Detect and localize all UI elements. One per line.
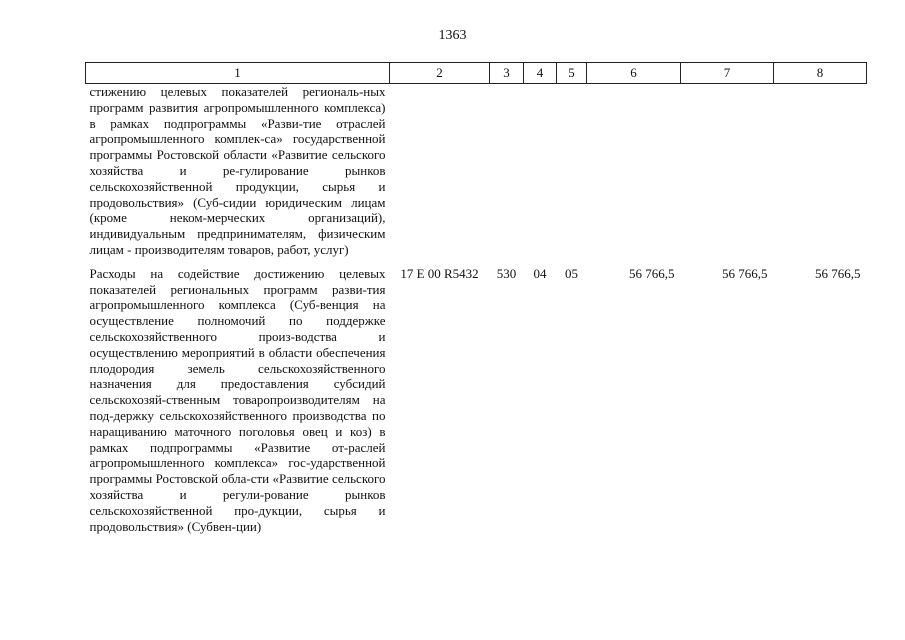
row-col4 xyxy=(524,84,557,264)
row-col3 xyxy=(490,84,524,264)
row-col6: 56 766,5 xyxy=(629,265,675,281)
header-col-3: 3 xyxy=(490,63,524,84)
header-col-2: 2 xyxy=(390,63,490,84)
header-col-6: 6 xyxy=(587,63,681,84)
header-row xyxy=(86,63,867,84)
row-col8: 56 766,5 xyxy=(815,265,861,281)
row-code xyxy=(390,84,490,264)
table-row xyxy=(86,264,867,535)
header-col-5: 5 xyxy=(557,63,587,84)
page-number: 1363 xyxy=(438,28,467,43)
row-col7: 56 766,5 xyxy=(722,265,768,281)
header-col-7: 7 xyxy=(681,63,774,84)
row-col5 xyxy=(557,84,587,264)
row-col3: 530 xyxy=(496,265,517,281)
row-col6 xyxy=(587,84,681,264)
header-col-4: 4 xyxy=(524,63,557,84)
row-description: стижению целевых показателей региональ-ных программ развития агропромышленного комплекса) в рамках подпрограммы «Разви-тие отраслей агропромышленного комплек-са» государственной программы Ростовской области «Развитие сельского хозяйства и ре-гулирование рынков сельскохозяйственной продукции, сырья и продовольствия» (Суб-сидии юридическим лицам (кроме неком-мерческих организаций), индивидуальным предпринимателям, физическим лицам - производителям товаров, работ, услуг) xyxy=(89,84,386,257)
budget-table xyxy=(85,62,867,534)
row-description: Расходы на содействие достижению целевых показателей региональных программ разви-тия агропромышленного комплекса (Суб-венция на осуществление полномочий по поддержке сельскохозяйственного произ-водства и осуществлению мероприятий в области обеспечения плодородия земель сельскохозяйственного назначения для предоставления субсидий сельскохозяй-ственным товаропроизводителям на под-держку сельскохозяйственного производства по наращиванию маточного поголовья овец и коз) в рамках подпрограммы «Развитие от-раслей агропромышленного комплекса» гос-ударственной программы Ростовской обла-сти «Развитие сельского хозяйства и регули-рование рынков сельскохозяйственной про-дукции, сырья и продовольствия» (Субвен-ции) xyxy=(89,265,386,534)
row-col7 xyxy=(681,84,774,264)
header-col-1: 1 xyxy=(86,63,390,84)
row-code: 17 Е 00 R5432 xyxy=(400,265,479,281)
row-col4: 04 xyxy=(533,265,547,281)
row-col8 xyxy=(774,84,867,264)
row-col5: 05 xyxy=(565,265,578,281)
table-row xyxy=(86,84,867,264)
header-col-8: 8 xyxy=(774,63,867,84)
